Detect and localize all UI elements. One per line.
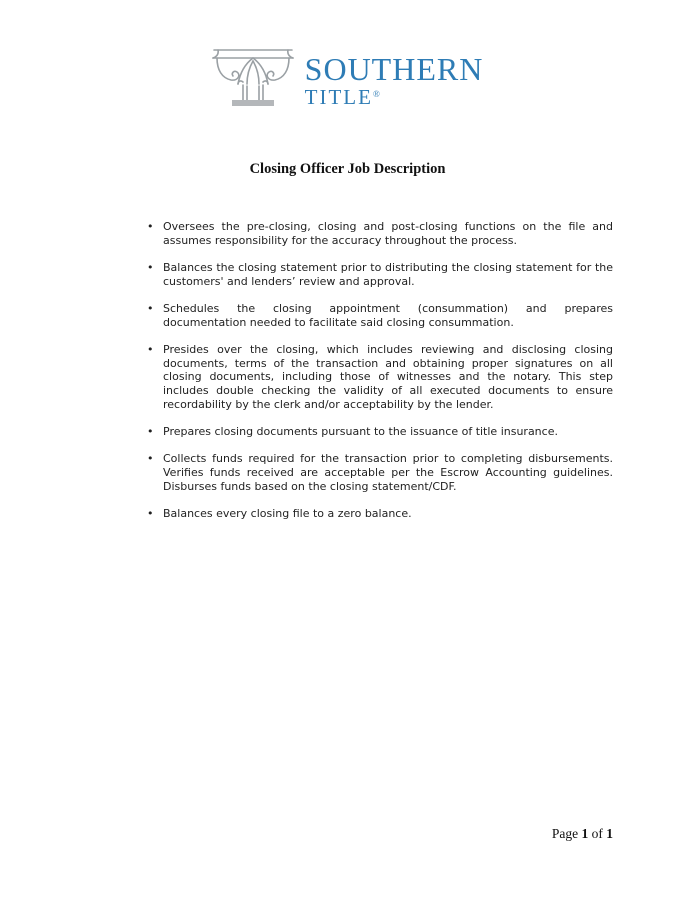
footer-total-pages: 1 — [606, 826, 613, 841]
footer-page-label: Page — [551, 826, 579, 841]
list-item-text: Presides over the closing, which includes reviewing and disclosing closing documents, terms of the transaction and obtaining proper signatures on all closing documents, including those of witnesses and the notary. This step includes double checking the validity of all executed documents to ensure recordability by the clerk and/or acceptability by the lender. — [163, 343, 613, 411]
list-item — [145, 507, 613, 521]
list-item-text: Schedules the closing appointment (consummation) and prepares documentation needed to facilitate said closing consummation. — [163, 302, 613, 329]
list-item — [145, 261, 613, 288]
list-item — [145, 343, 613, 412]
list-item — [145, 425, 613, 439]
bullet-marker: • — [147, 506, 154, 520]
classical-column-icon — [212, 48, 294, 108]
bullet-marker: • — [147, 301, 154, 315]
footer-of-label: of — [591, 826, 603, 841]
page-title: Closing Officer Job Description — [249, 161, 446, 177]
list-item-text: Prepares closing documents pursuant to the issuance of title insurance. — [163, 425, 558, 439]
southern-title-logo — [0, 48, 695, 108]
footer-page-number: 1 — [581, 826, 589, 841]
list-item-text: Oversees the pre-closing, closing and post-closing functions on the file and assumes responsibility for the accuracy throughout the process. — [163, 220, 613, 247]
bullet-marker: • — [147, 260, 154, 274]
brand-name-top: SOUTHERN — [304, 51, 484, 87]
page-footer — [552, 826, 613, 842]
bullet-marker: • — [147, 342, 154, 356]
list-item-text: Collects funds required for the transaction prior to completing disbursements. Verifies funds received are acceptable per the Escrow Accounting guidelines. Disburses funds based on the closing statement/CDF. — [163, 452, 613, 493]
job-duties-list — [145, 220, 613, 534]
list-item — [145, 302, 613, 329]
list-item-text: Balances the closing statement prior to distributing the closing statement for the customers' and lenders’ review and approval. — [163, 261, 613, 288]
list-item — [145, 220, 613, 247]
list-item — [145, 452, 613, 493]
brand-name-bottom: TITLE® — [304, 85, 380, 109]
bullet-marker: • — [147, 424, 154, 438]
bullet-marker: • — [147, 451, 154, 465]
list-item-text: Balances every closing file to a zero balance. — [163, 507, 412, 521]
bullet-marker: • — [147, 219, 154, 233]
brand-wordmark — [305, 48, 484, 107]
registered-trademark-symbol: ® — [372, 89, 380, 99]
